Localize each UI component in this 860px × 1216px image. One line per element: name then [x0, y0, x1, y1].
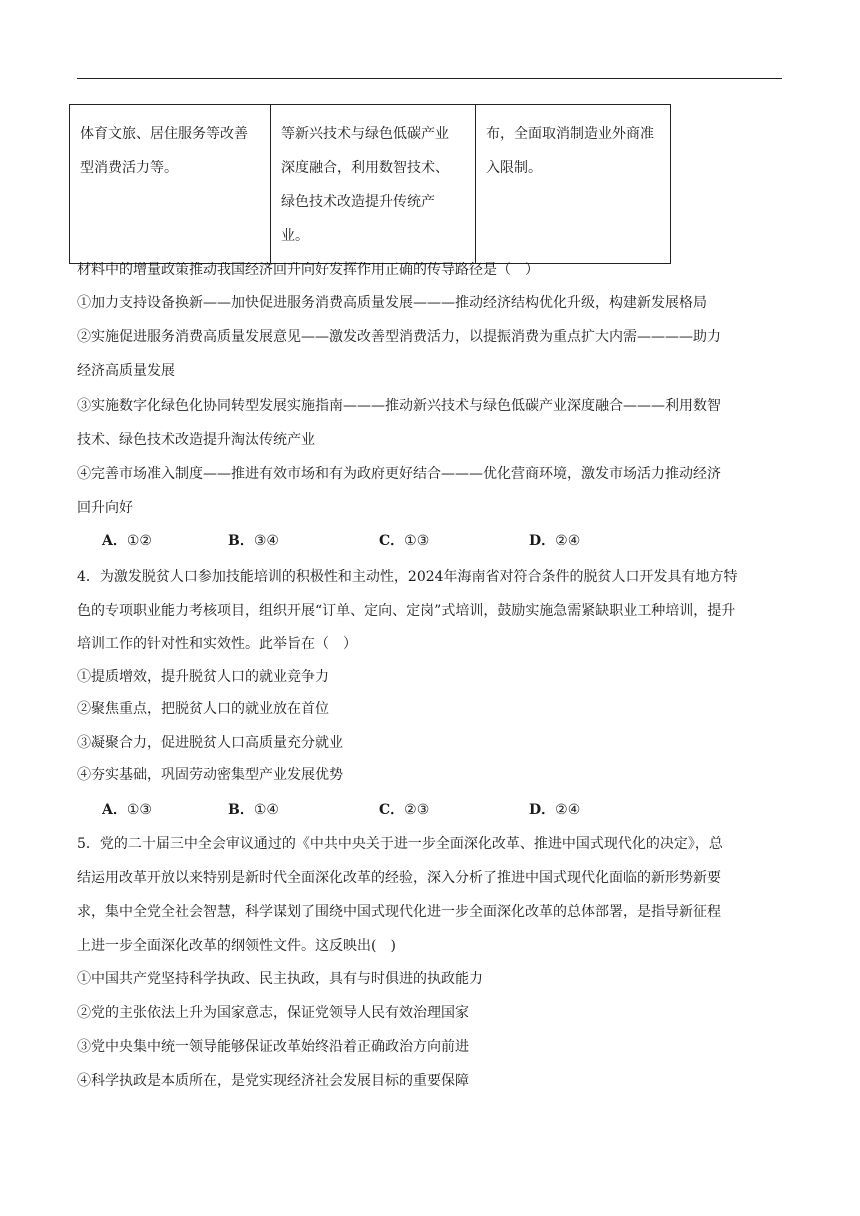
q5-statement-1: ①中国共产党坚持科学执政、民主执政，具有与时俱进的执政能力: [77, 971, 483, 987]
option-a[interactable]: A．①③: [102, 802, 152, 818]
q5-stem-line-4: 上进一步全面深化改革的纲领性文件。这反映出( ): [77, 938, 396, 954]
q5-statement-3: ③党中央集中统一领导能够保证改革始终沿着正确政治方向前进: [77, 1039, 469, 1055]
q4-statement-2: ②聚焦重点，把脱贫人口的就业放在首位: [77, 701, 329, 717]
q4-stem-line-2: 色的专项职业能力考核项目，组织开展“订单、定向、定岗”式培训，鼓励实施急需紧缺职业工种培训，提升: [77, 603, 736, 619]
cell-line: 布，全面取消制造业外商准: [486, 126, 654, 142]
header-rule: [77, 78, 782, 79]
q4-statement-3: ③凝聚合力，促进脱贫人口高质量充分就业: [77, 735, 343, 751]
q3-statement-4: ④完善市场准入制度——推进有效市场和有为政府更好结合———优化营商环境，激发市场活力推动经济: [77, 466, 721, 482]
option-a[interactable]: A．①②: [102, 533, 152, 549]
option-d[interactable]: D．②④: [529, 533, 581, 549]
q3-statement-2: ②实施促进服务消费高质量发展意见——激发改善型消费活力，以提振消费为重点扩大内需————助力: [77, 329, 721, 345]
q3-statement-1: ①加力支持设备换新——加快促进服务消费高质量发展———推动经济结构优化升级，构建新发展格局: [77, 295, 707, 311]
q5-statement-2: ②党的主张依法上升为国家意志，保证党领导人民有效治理国家: [77, 1005, 469, 1021]
q3-statement-3-cont: 技术、绿色技术改造提升淘汰传统产业: [77, 432, 315, 448]
table-row: [70, 105, 671, 264]
option-b[interactable]: B．③④: [228, 533, 279, 549]
q3-stem: 材料中的增量政策推动我国经济回升向好发挥作用正确的传导路径是（ ）: [77, 262, 539, 278]
cell-line: 深度融合，利用数智技术、: [281, 160, 449, 176]
cell-line: 型消费活力等。: [80, 160, 178, 176]
option-b[interactable]: B．①④: [228, 802, 279, 818]
q4-statement-1: ①提质增效，提升脱贫人口的就业竞争力: [77, 669, 329, 685]
cell-line: 绿色技术改造提升传统产: [281, 194, 435, 210]
q5-statement-4: ④科学执政是本质所在，是党实现经济社会发展目标的重要保障: [77, 1073, 469, 1089]
table-cell-3: [476, 105, 671, 264]
cell-line: 业。: [281, 228, 309, 244]
q4-stem-line-3: 培训工作的针对性和实效性。此举旨在（ ）: [77, 636, 357, 652]
cell-line: 入限制。: [486, 160, 542, 176]
cell-line: 等新兴技术与绿色低碳产业: [281, 126, 449, 142]
table-cell-1: [70, 105, 271, 264]
q5-stem-line-2: 结运用改革开放以来特别是新时代全面深化改革的经验，深入分析了推进中国式现代化面临的新形势新要: [77, 870, 721, 886]
material-table-fragment: [69, 104, 671, 264]
q5-stem-line-1: 5．党的二十届三中全会审议通过的《中共中央关于进一步全面深化改革、推进中国式现代化的决定》，总: [77, 836, 723, 852]
q3-statement-2-cont: 经济高质量发展: [77, 363, 175, 379]
option-d[interactable]: D．②④: [529, 802, 581, 818]
option-c[interactable]: C．②③: [379, 802, 430, 818]
option-c[interactable]: C．①③: [379, 533, 430, 549]
q3-statement-3: ③实施数字化绿色化协同转型发展实施指南———推动新兴技术与绿色低碳产业深度融合———利用数智: [77, 398, 721, 414]
q4-stem-line-1: 4．为激发脱贫人口参加技能培训的积极性和主动性，2024年海南省对符合条件的脱贫人口开发具有地方特: [77, 569, 738, 585]
q3-statement-4-cont: 回升向好: [77, 500, 133, 516]
cell-line: 体育文旅、居住服务等改善: [80, 126, 248, 142]
q4-statement-4: ④夯实基础，巩固劳动密集型产业发展优势: [77, 767, 343, 783]
table-cell-2: [271, 105, 476, 264]
q5-stem-line-3: 求，集中全党全社会智慧，科学谋划了围绕中国式现代化进一步全面深化改革的总体部署，是指导新征程: [77, 904, 721, 920]
